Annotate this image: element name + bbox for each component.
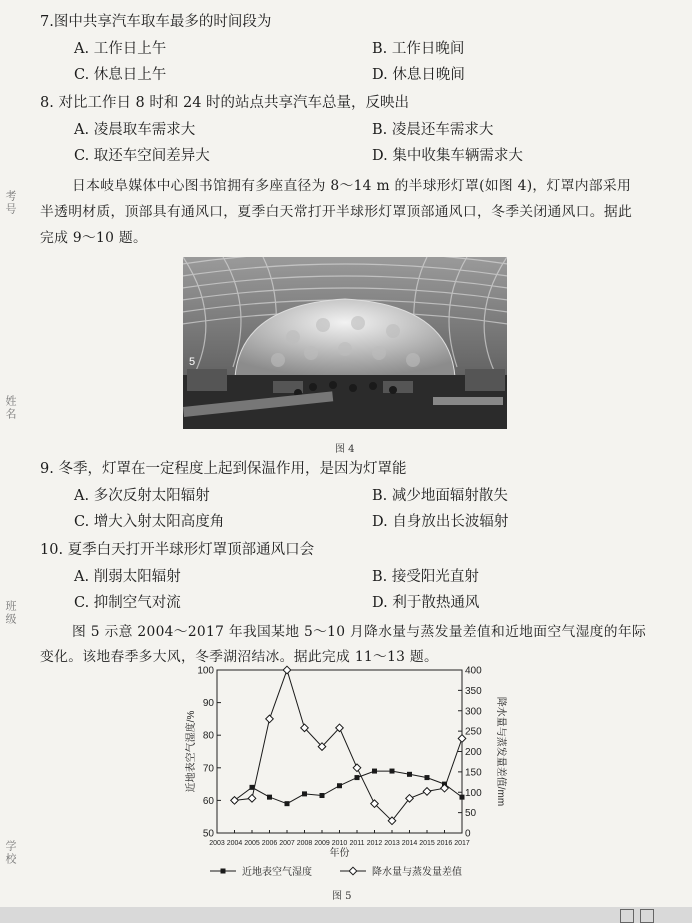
q10-option-b: B. 接受阳光直射 xyxy=(372,569,479,585)
y-left-tick-label: 80 xyxy=(202,730,214,742)
series-1-point xyxy=(337,783,342,788)
q10-stem: 10. 夏季白天打开半球形灯罩顶部通风口会 xyxy=(40,542,315,558)
series-1-point xyxy=(320,793,325,798)
y-right-tick-label: 150 xyxy=(465,767,482,779)
series-1-point xyxy=(285,801,290,806)
fig5-caption: 图 5 xyxy=(332,891,352,902)
viewer-bottom-bar xyxy=(0,907,692,923)
legend-label-1: 近地表空气湿度 xyxy=(242,867,312,878)
x-tick-label: 2005 xyxy=(244,840,260,847)
q7-option-a: A. 工作日上午 xyxy=(74,41,167,57)
passage3-line1: 图 5 示意 2004～2017 年我国某地 5～10 月降水量与蒸发量差值和近地面空气湿度的年际 xyxy=(72,624,647,640)
margin-class-label: 班级 xyxy=(4,600,17,626)
y-right-tick-label: 400 xyxy=(465,665,482,677)
y-right-tick-label: 0 xyxy=(465,828,471,840)
q7-option-c: C. 休息日上午 xyxy=(74,67,167,83)
series-1-point xyxy=(372,769,377,774)
series-2-point xyxy=(353,764,361,772)
x-tick-label: 2012 xyxy=(366,840,383,847)
passage2-line1: 日本岐阜媒体中心图书馆拥有多座直径为 8～14 m 的半球形灯罩(如图 4)，灯罩内部采用 xyxy=(72,178,632,194)
series-2-point xyxy=(266,715,274,723)
q9-option-b: B. 减少地面辐射散失 xyxy=(372,488,508,504)
x-tick-label: 2017 xyxy=(454,840,470,847)
legend-marker-2 xyxy=(349,867,357,875)
series-2-point xyxy=(283,666,291,674)
y-right-tick-label: 100 xyxy=(465,787,482,799)
passage2-line2: 半透明材质，顶部具有通风口，夏季白天常打开半球形灯罩顶部通风口，冬季关闭通风口。据此 xyxy=(40,204,633,220)
y-left-tick-label: 90 xyxy=(202,698,214,710)
series-1-point xyxy=(267,795,272,800)
legend-marker-1 xyxy=(221,869,226,874)
x-tick-label: 2003 xyxy=(209,840,225,847)
y-right-tick-label: 300 xyxy=(465,706,482,718)
series-1-point xyxy=(302,791,307,796)
x-tick-label: 2016 xyxy=(436,840,453,847)
y-left-tick-label: 100 xyxy=(197,665,214,677)
q7-stem: 7.图中共享汽车取车最多的时间段为 xyxy=(40,14,272,30)
series-1-point xyxy=(460,795,465,800)
y-left-tick-label: 50 xyxy=(202,828,214,840)
q9-option-a: A. 多次反射太阳辐射 xyxy=(74,488,210,504)
series-2-point xyxy=(423,788,431,796)
x-axis-title: 年份 xyxy=(329,848,350,859)
y-right-tick-label: 250 xyxy=(465,726,482,738)
series-1-point xyxy=(425,775,430,780)
x-tick-label: 2011 xyxy=(349,840,365,847)
y-left-tick-label: 70 xyxy=(202,763,214,775)
fig4-caption: 图 4 xyxy=(335,444,355,455)
q7-option-d: D. 休息日晚间 xyxy=(372,67,465,83)
fig5-chart-svg xyxy=(180,662,510,887)
x-tick-label: 2004 xyxy=(226,840,243,847)
margin-school-label: 学校 xyxy=(4,840,17,866)
q8-option-a: A. 凌晨取车需求大 xyxy=(74,122,196,138)
q7-option-b: B. 工作日晚间 xyxy=(372,41,465,57)
series-1-point xyxy=(407,772,412,777)
x-tick-label: 2010 xyxy=(331,840,348,847)
q9-option-c: C. 增大入射太阳高度角 xyxy=(74,514,225,530)
library-dome-photo xyxy=(183,257,507,429)
x-tick-label: 2014 xyxy=(401,840,418,847)
x-tick-label: 2013 xyxy=(384,840,400,847)
passage3-line2: 变化。该地春季多大风，冬季湖沼结冰。据此完成 11～13 题。 xyxy=(40,649,439,665)
q8-stem: 8. 对比工作日 8 时和 24 时的站点共享汽车总量，反映出 xyxy=(40,95,410,111)
x-tick-label: 2009 xyxy=(314,840,330,847)
y-right-tick-label: 50 xyxy=(465,808,477,820)
q8-option-b: B. 凌晨还车需求大 xyxy=(372,122,494,138)
legend-label-2: 降水量与蒸发量差值 xyxy=(372,867,462,878)
passage2-line3: 完成 9～10 题。 xyxy=(40,230,148,246)
x-tick-label: 2007 xyxy=(279,840,295,847)
q8-option-c: C. 取还车空间差异大 xyxy=(74,148,210,164)
series-2-point xyxy=(231,797,239,805)
q9-option-d: D. 自身放出长波辐射 xyxy=(372,514,509,530)
y-right-tick-label: 200 xyxy=(465,747,482,758)
y-left-axis-title: 近地表空气湿度/% xyxy=(186,710,197,793)
y-right-tick-label: 350 xyxy=(465,685,482,697)
fit-page-icon[interactable] xyxy=(640,909,654,923)
x-tick-label: 2015 xyxy=(419,840,435,847)
x-tick-label: 2008 xyxy=(296,840,313,847)
margin-exam-no-label: 考号 xyxy=(4,190,17,216)
q8-option-d: D. 集中收集车辆需求大 xyxy=(372,148,523,164)
series-1-point xyxy=(355,775,360,780)
fig5-chart xyxy=(180,662,510,887)
page-view-icon[interactable] xyxy=(620,909,634,923)
margin-name-label: 姓名 xyxy=(4,395,17,421)
q10-option-c: C. 抑制空气对流 xyxy=(74,595,181,611)
y-left-tick-label: 60 xyxy=(202,795,214,807)
photo-label: 5 xyxy=(189,356,196,368)
q10-option-d: D. 利于散热通风 xyxy=(372,595,480,611)
y-right-axis-title: 降水量与蒸发量差值/mm xyxy=(495,696,506,807)
q10-option-a: A. 削弱太阳辐射 xyxy=(74,569,181,585)
chart-plot-frame xyxy=(217,670,462,833)
q9-stem: 9. 冬季，灯罩在一定程度上起到保温作用，是因为灯罩能 xyxy=(40,461,407,477)
series-2-point xyxy=(248,795,256,803)
series-1-point xyxy=(390,769,395,774)
x-tick-label: 2006 xyxy=(261,840,278,847)
